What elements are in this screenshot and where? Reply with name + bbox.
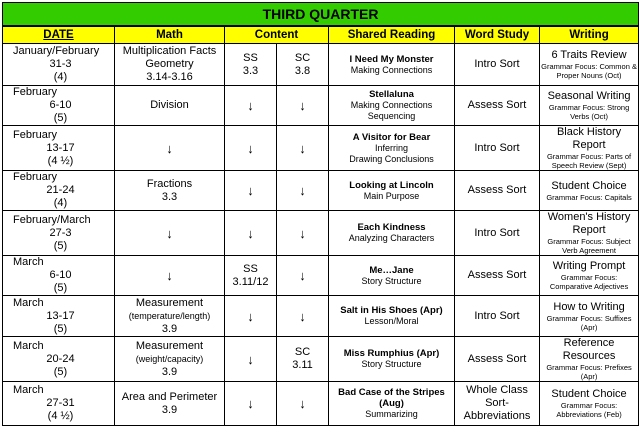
reading-skill: Making Connections [350,64,433,75]
writing-title: Women's History Report [547,211,631,236]
grammar-focus: Grammar Focus: Capitals [546,192,632,202]
header-math: Math [115,26,225,44]
table-row [3,171,639,211]
grammar-focus: Grammar Focus: Suffixes (Apr) [546,313,632,332]
date-line: 13-17 [46,309,75,322]
down-arrow-icon: ↓ [247,351,254,367]
content-line: 3.8 [294,64,311,77]
math-line: (temperature/length) [128,310,211,321]
reading-skill: Story Structure [361,359,422,369]
date-line: January/February [13,45,100,57]
math-cell [115,256,225,296]
word-study-cell: Intro Sort [455,296,540,337]
date-cell [3,86,115,126]
date-line: February [13,86,58,98]
math-line: 3.3 [161,190,178,203]
writing-title: Student Choice [551,388,627,400]
date-line: March [13,384,44,396]
date-line: (4) [53,197,68,209]
math-line: 3.9 [161,322,178,335]
content-line: 3.11 [292,359,313,371]
date-line: (5) [53,365,68,378]
table-row [3,126,639,171]
writing-cell [540,256,639,296]
math-line: Measurement [135,339,204,352]
writing-cell [540,86,639,126]
math-line: (weight/capacity) [135,353,204,364]
header-writing: Writing [540,26,639,44]
word-study-cell: Intro Sort [455,211,540,256]
math-line: Measurement [135,296,204,309]
down-arrow-icon: ↓ [299,268,306,283]
shared-reading-cell [329,382,455,426]
down-arrow-icon: ↓ [299,140,306,156]
down-arrow-icon: ↓ [299,308,306,324]
content-cell [225,382,277,426]
header-shared-reading: Shared Reading [329,26,455,44]
date-line: February [13,171,58,183]
table-row [3,86,639,126]
math-cell [115,126,225,171]
content-cell [277,211,329,256]
down-arrow-icon: ↓ [247,183,254,198]
book-title: Miss Rumphius (Apr) [343,348,440,359]
down-arrow-icon: ↓ [166,225,173,241]
date-line: 13-17 [46,141,75,154]
down-arrow-icon: ↓ [247,140,254,156]
down-arrow-icon: ↓ [166,140,173,156]
content-cell [277,44,329,86]
math-line: Multiplication Facts [122,45,217,57]
down-arrow-icon: ↓ [247,396,254,411]
word-study-cell: Whole Class Sort- Abbreviations [455,382,540,426]
content-line: 3.11/12 [232,275,269,288]
date-line: 27-3 [49,226,72,239]
down-arrow-icon: ↓ [166,268,173,283]
down-arrow-icon: ↓ [299,396,306,411]
date-cell [3,296,115,337]
math-line: 3.14-3.16 [146,71,193,83]
writing-cell [540,211,639,256]
date-line: (5) [53,239,68,252]
content-cell [277,256,329,296]
math-cell [115,86,225,126]
header-content: Content [225,26,329,44]
grammar-focus: Grammar Focus: Comparative Adjectives [549,273,629,291]
table-row [3,296,639,337]
book-title: Each Kindness [357,222,426,233]
book-title: Salt in His Shoes (Apr) [340,305,443,316]
shared-reading-cell [329,211,455,256]
shared-reading-cell [329,296,455,337]
date-line: March [13,256,44,268]
content-line: SS [243,51,258,64]
down-arrow-icon: ↓ [299,183,306,198]
date-cell [3,211,115,256]
content-cell [225,126,277,171]
date-line: (5) [53,322,68,335]
date-line: 20-24 [46,352,75,365]
reading-skill: Sequencing [367,111,416,121]
writing-title: Seasonal Writing [547,90,631,102]
math-cell [115,337,225,382]
grammar-focus: Grammar Focus: Abbreviations (Feb) [556,401,622,419]
writing-cell [540,337,639,382]
reading-skill: Analyzing Characters [348,233,435,243]
content-cell [277,171,329,211]
math-cell [115,171,225,211]
reading-skill: Making Connections [350,100,433,110]
word-study-cell: Intro Sort [455,44,540,86]
content-line: SC [294,346,311,358]
header-word-study: Word Study [455,26,540,44]
content-cell [225,171,277,211]
grammar-focus: Grammar Focus: Parts of Speech Review (Sept) [546,152,632,170]
math-line: Division [150,99,189,111]
word-study-cell: Assess Sort [455,256,540,296]
writing-title: Reference Resources [562,337,616,362]
reading-skill: Summarizing [365,409,418,419]
date-cell [3,126,115,171]
writing-cell [540,171,639,211]
book-title: I Need My Monster [349,53,434,65]
date-line: (5) [53,112,68,124]
date-line: (5) [53,282,68,294]
content-cell [277,86,329,126]
table-row [3,337,639,382]
word-study-cell: Assess Sort [455,86,540,126]
writing-title: Student Choice [551,179,627,192]
shared-reading-cell [329,86,455,126]
shared-reading-cell [329,44,455,86]
table-row [3,256,639,296]
date-line: (4 ½) [47,154,74,167]
content-cell [225,86,277,126]
math-cell [115,44,225,86]
writing-cell [540,126,639,171]
writing-cell [540,296,639,337]
content-line: 3.3 [242,64,259,77]
down-arrow-icon: ↓ [299,225,306,241]
quarter-title: THIRD QUARTER [3,3,639,27]
word-study-cell: Intro Sort [455,126,540,171]
table-row [3,211,639,256]
content-cell [277,337,329,382]
date-cell [3,256,115,296]
writing-cell [540,44,639,86]
word-study-cell: Assess Sort [455,337,540,382]
grammar-focus: Grammar Focus: Subject Verb Agreement [547,237,631,255]
date-cell [3,171,115,211]
reading-skill: Main Purpose [363,190,420,201]
shared-reading-cell [329,256,455,296]
writing-title: 6 Traits Review [551,49,627,61]
content-cell [225,256,277,296]
writing-cell [540,382,639,426]
content-cell [277,382,329,426]
word-study-cell: Assess Sort [455,171,540,211]
date-line: March [13,339,44,352]
grammar-focus: Grammar Focus: Strong Verbs (Oct) [548,103,630,121]
shared-reading-cell [329,171,455,211]
writing-title: Writing Prompt [552,260,626,272]
grammar-focus: Grammar Focus: Prefixes (Apr) [546,363,632,381]
date-line: 6-10 [49,99,72,111]
down-arrow-icon: ↓ [247,225,254,241]
date-line: (4) [53,71,68,83]
math-line: Area and Perimeter [121,390,218,403]
header-date: DATE [3,26,115,44]
content-line: SC [294,51,311,64]
content-cell [225,211,277,256]
math-line: 3.9 [161,365,178,378]
date-line: March [13,296,44,309]
reading-skill: Inferring [374,142,409,153]
date-line: (4 ½) [47,410,74,422]
book-title: A Visitor for Bear [352,131,431,143]
date-line: 31-3 [49,58,72,70]
math-cell [115,211,225,256]
grammar-focus: Grammar Focus: Common & Proper Nouns (Oct) [541,62,637,80]
book-title: Me…Jane [369,264,414,276]
shared-reading-cell [329,337,455,382]
date-cell [3,44,115,86]
content-line: SS [243,262,258,275]
reading-skill: Drawing Conclusions [349,153,434,164]
content-cell [225,44,277,86]
book-title: Stellaluna [369,89,414,100]
content-cell [277,296,329,337]
math-cell [115,296,225,337]
reading-skill: Lesson/Moral [364,316,419,326]
date-line: 21-24 [46,184,75,196]
third-quarter-table [2,2,639,426]
date-line: February [13,128,58,141]
date-line: 27-31 [46,397,75,409]
book-title: Bad Case of the Stripes (Aug) [338,387,445,409]
writing-title: How to Writing [553,300,625,313]
schedule-document [2,2,638,426]
content-cell [277,126,329,171]
math-line: Geometry [145,58,194,70]
down-arrow-icon: ↓ [247,98,254,113]
header-row [3,26,639,44]
math-cell [115,382,225,426]
date-line: 6-10 [49,269,72,281]
date-line: February/March [13,213,91,226]
table-row [3,44,639,86]
date-cell [3,337,115,382]
date-cell [3,382,115,426]
writing-title: Black History Report [556,126,622,151]
math-line: Fractions [146,177,193,190]
book-title: Looking at Lincoln [349,179,434,191]
content-cell [225,296,277,337]
down-arrow-icon: ↓ [247,308,254,324]
math-line: 3.9 [161,403,178,416]
down-arrow-icon: ↓ [299,98,306,113]
content-cell [225,337,277,382]
reading-skill: Story Structure [361,275,422,286]
table-row [3,382,639,426]
shared-reading-cell [329,126,455,171]
